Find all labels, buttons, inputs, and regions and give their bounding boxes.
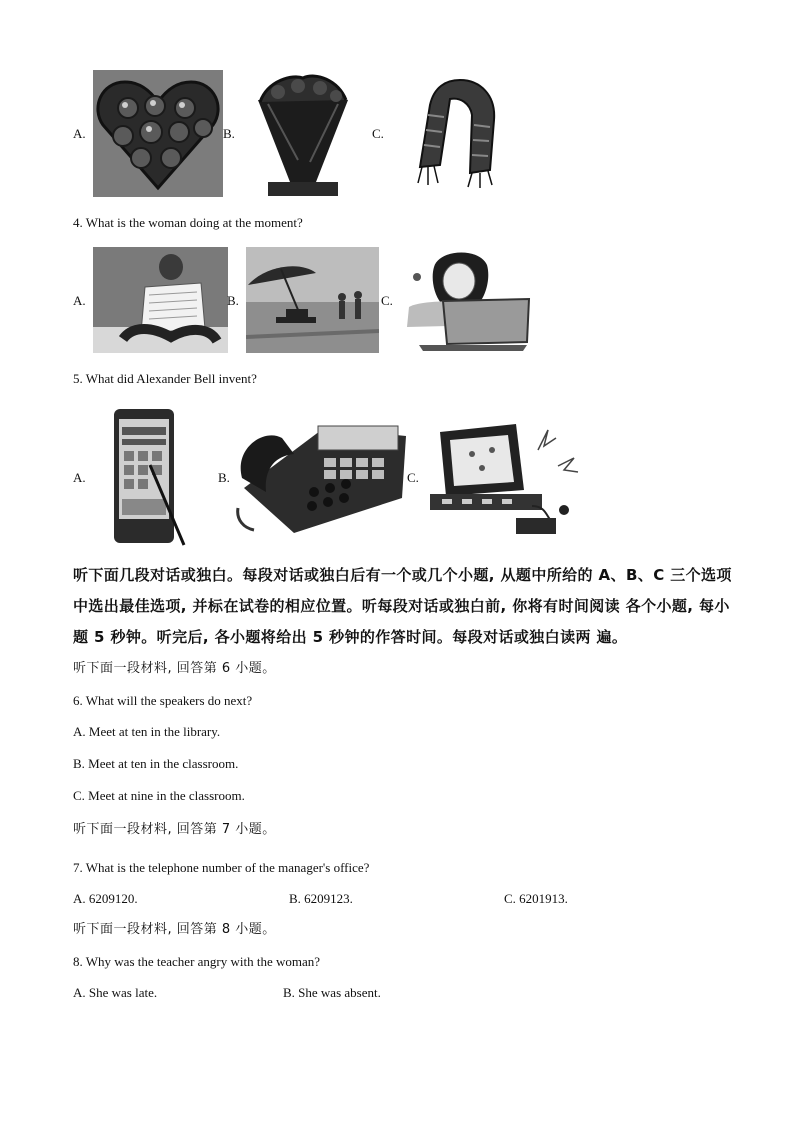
q8-direction: 听下面一段材料, 回答第 8 小题。 bbox=[73, 922, 276, 937]
q8-question: 8. Why was the teacher angry with the woman? bbox=[73, 954, 321, 969]
beach-umbrella-people-image bbox=[246, 247, 379, 353]
q7-option-b: B. 6209123. bbox=[289, 891, 353, 906]
q3-option-c-label: C. bbox=[372, 126, 384, 141]
q5-option-c-label: C. bbox=[407, 470, 419, 485]
q7-option-c: C. 6201913. bbox=[504, 891, 568, 906]
q5-option-a-label: A. bbox=[73, 470, 86, 485]
q6-direction: 听下面一段材料, 回答第 6 小题。 bbox=[73, 661, 276, 676]
q4-question: 4. What is the woman doing at the moment? bbox=[73, 215, 303, 230]
q7-question: 7. What is the telephone number of the manager's office? bbox=[73, 860, 370, 875]
q6-question: 6. What will the speakers do next? bbox=[73, 693, 253, 708]
q6-option-c: C. Meet at nine in the classroom. bbox=[73, 788, 245, 803]
q4-option-b-label: B. bbox=[227, 293, 239, 308]
q7-option-a: A. 6209120. bbox=[73, 891, 138, 906]
q4-option-a-label: A. bbox=[73, 293, 86, 308]
woman-with-laptop-image bbox=[399, 247, 534, 353]
q8-option-b: B. She was absent. bbox=[283, 985, 381, 1000]
knitted-scarf-image bbox=[400, 75, 505, 190]
woman-reading-newspaper-image bbox=[93, 247, 228, 353]
q7-direction: 听下面一段材料, 回答第 7 小题。 bbox=[73, 822, 276, 837]
q3-option-b-label: B. bbox=[223, 126, 235, 141]
section-instruction: 听下面几段对话或独白。每段对话或独白后有一个或几个小题, 从题中所给的 A、B、C 三个选项中选出最佳选项, 并标在试卷的相应位置。听每段对话或独白前, 你将有时间阅读 各个小题, 每小题 5 秒钟。听完后, 各小题将给出 5 秒钟的作答时间。每段对话或独白读两 遍。 bbox=[73, 566, 732, 646]
smartphone-with-stylus-image bbox=[110, 405, 190, 550]
q5-option-b-label: B. bbox=[218, 470, 230, 485]
q4-option-c-label: C. bbox=[381, 293, 393, 308]
q3-option-a-label: A. bbox=[73, 126, 86, 141]
q6-option-b: B. Meet at ten in the classroom. bbox=[73, 756, 239, 771]
q8-option-a: A. She was late. bbox=[73, 985, 158, 1000]
q5-question: 5. What did Alexander Bell invent? bbox=[73, 371, 257, 386]
heart-chocolate-box-image bbox=[93, 70, 223, 197]
q6-option-a: A. Meet at ten in the library. bbox=[73, 724, 221, 739]
television-set-image bbox=[428, 410, 588, 540]
desk-telephone-image bbox=[234, 408, 409, 536]
flower-bouquet-image bbox=[238, 70, 368, 197]
